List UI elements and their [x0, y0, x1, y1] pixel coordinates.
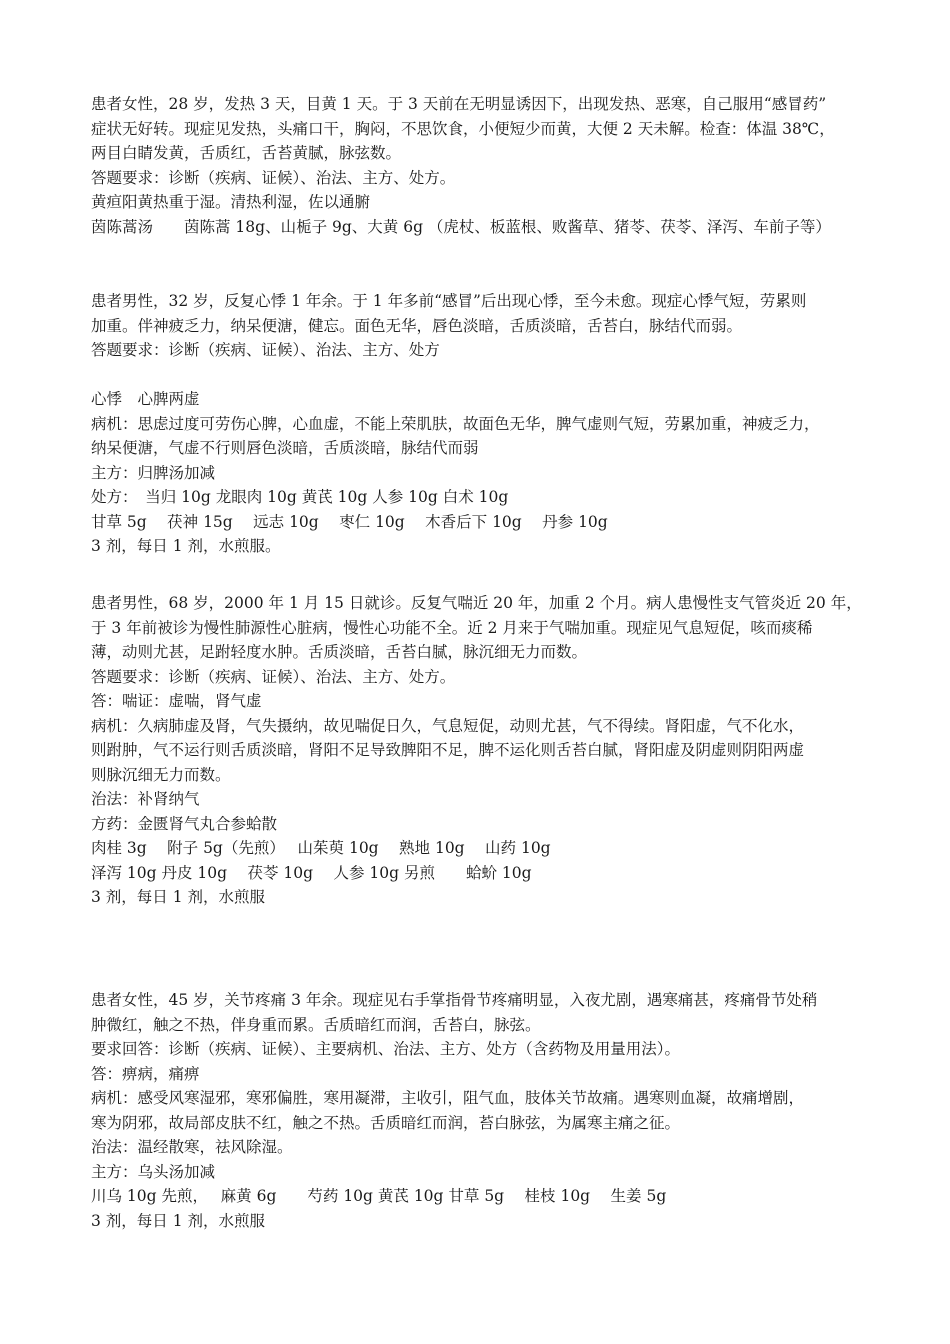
case-2-line: 纳呆便溏，气虚不行则唇色淡暗，舌质淡暗，脉结代而弱	[91, 439, 479, 457]
case-1-line: 答题要求：诊断（疾病、证候）、治法、主方、处方。	[91, 168, 456, 187]
case-2-line: 心悸 心脾两虚	[91, 390, 200, 408]
case-3-line: 则跗肿，气不运行则舌质淡暗，肾阳不足导致脾阳不足，脾不运化则舌苔白腻，肾阳虚及阴虚则阴阳两虚	[91, 741, 805, 759]
case-2-line: 主方：归脾汤加减	[91, 463, 216, 482]
case-3-line: 泽泻 10g 丹皮 10g 茯苓 10g 人参 10g 另煎 蛤蚧 10g	[91, 863, 532, 882]
case-4-line: 主方：乌头汤加减	[91, 1162, 216, 1181]
case-4-line: 治法：温经散寒，祛风除湿。	[91, 1138, 293, 1156]
case-1-line: 黄疸阳黄热重于湿。清热利湿，佐以通腑	[91, 193, 371, 211]
case-3-line: 3 剂，每日 1 剂，水煎服	[91, 888, 266, 906]
case-3-line: 治法：补肾纳气	[91, 790, 200, 808]
case-1-line: 两目白睛发黄，舌质红，舌苔黄腻，脉弦数。	[91, 144, 402, 162]
case-3-section	[91, 591, 863, 910]
case-2-line: 患者男性，32 岁，反复心悸 1 年余。于 1 年多前“感冒”后出现心悸，至今未愈。现症心悸气短，劳累则	[91, 292, 807, 310]
case-3-line: 则脉沉细无力而数。	[91, 765, 231, 784]
case-2-line: 加重。伴神疲乏力，纳呆便溏，健忘。面色无华，唇色淡暗，舌质淡暗，舌苔白，脉结代而弱。	[91, 316, 743, 335]
case-2-line: 处方： 当归 10g 龙眼肉 10g 黄芪 10g 人参 10g 白术 10g	[91, 488, 509, 506]
case-2-line: 甘草 5g 茯神 15g 远志 10g 枣仁 10g 木香后下 10g 丹参 10g	[91, 512, 608, 531]
case-1-line: 患者女性，28 岁，发热 3 天，目黄 1 天。于 3 天前在无明显诱因下，出现发热、恶寒，自己服用“感冒药”	[91, 95, 827, 113]
case-4-line: 患者女性，45 岁，关节疼痛 3 年余。现症见右手掌指骨节疼痛明显，入夜尤剧，遇寒痛甚，疼痛骨节处稍	[91, 991, 818, 1009]
case-3-line: 病机：久病肺虚及肾，气失摄纳，故见喘促日久，气息短促，动则尤甚，气不得续。肾阳虚，气不化水，	[91, 716, 805, 735]
case-2-line: 答题要求：诊断（疾病、证候）、治法、主方、处方	[91, 341, 440, 359]
case-2-section	[91, 289, 863, 559]
case-2-line: 3 剂，每日 1 剂，水煎服。	[91, 537, 281, 555]
case-3-line: 肉桂 3g 附子 5g（先煎） 山茱萸 10g 熟地 10g 山药 10g	[91, 839, 551, 857]
case-4-line: 答：痹病，痛痹	[91, 1064, 200, 1083]
case-4-line: 要求回答：诊断（疾病、证候）、主要病机、治法、主方、处方（含药物及用量用法）。	[91, 1040, 681, 1058]
case-4-line: 寒为阴邪，故局部皮肤不红，触之不热。舌质暗红而润，苔白脉弦，为属寒主痛之征。	[91, 1113, 681, 1132]
blank-line	[91, 363, 863, 388]
case-1-section	[91, 92, 863, 239]
case-4-line: 病机：感受风寒湿邪，寒邪偏胜，寒用凝滞，主收引，阻气血，肢体关节故痛。遇寒则血凝，故痛增剧，	[91, 1089, 805, 1107]
case-3-line: 薄，动则尤甚，足跗轻度水肿。舌质淡暗，舌苔白腻，脉沉细无力而数。	[91, 643, 588, 661]
case-4-line: 3 剂，每日 1 剂，水煎服	[91, 1211, 266, 1230]
case-4-line: 川乌 10g 先煎， 麻黄 6g 芍药 10g 黄芪 10g 甘草 5g 桂枝 10g 生姜 5g	[91, 1187, 667, 1205]
case-3-line: 答：喘证：虚喘，肾气虚	[91, 692, 262, 710]
case-2-line: 病机：思虑过度可劳伤心脾，心血虚，不能上荣肌肤，故面色无华，脾气虚则气短，劳累加重，神疲乏力，	[91, 414, 820, 433]
case-3-line: 于 3 年前被诊为慢性肺源性心脏病，慢性心功能不全。近 2 月来于气喘加重。现症见气息短促，咳而痰稀	[91, 618, 813, 637]
case-4-line: 肿微红，触之不热，伴身重而累。舌质暗红而润，舌苔白，脉弦。	[91, 1015, 541, 1034]
case-1-line: 症状无好转。现症见发热，头痛口干，胸闷，不思饮食，小便短少而黄，大便 2 天未解。检查：体温 38℃，	[91, 119, 835, 138]
case-3-line: 患者男性，68 岁，2000 年 1 月 15 日就诊。反复气喘近 20 年，加重 2 个月。病人患慢性支气管炎近 20 年，	[91, 594, 862, 612]
case-4-section	[91, 988, 863, 1233]
case-3-line: 答题要求：诊断（疾病、证候）、治法、主方、处方。	[91, 667, 456, 686]
case-1-line: 茵陈蒿汤 茵陈蒿 18g、山栀子 9g、大黄 6g （虎杖、板蓝根、败酱草、猪苓、茯苓、泽泻、车前子等）	[91, 217, 831, 236]
case-3-line: 方药：金匮肾气丸合参蛤散	[91, 814, 278, 833]
